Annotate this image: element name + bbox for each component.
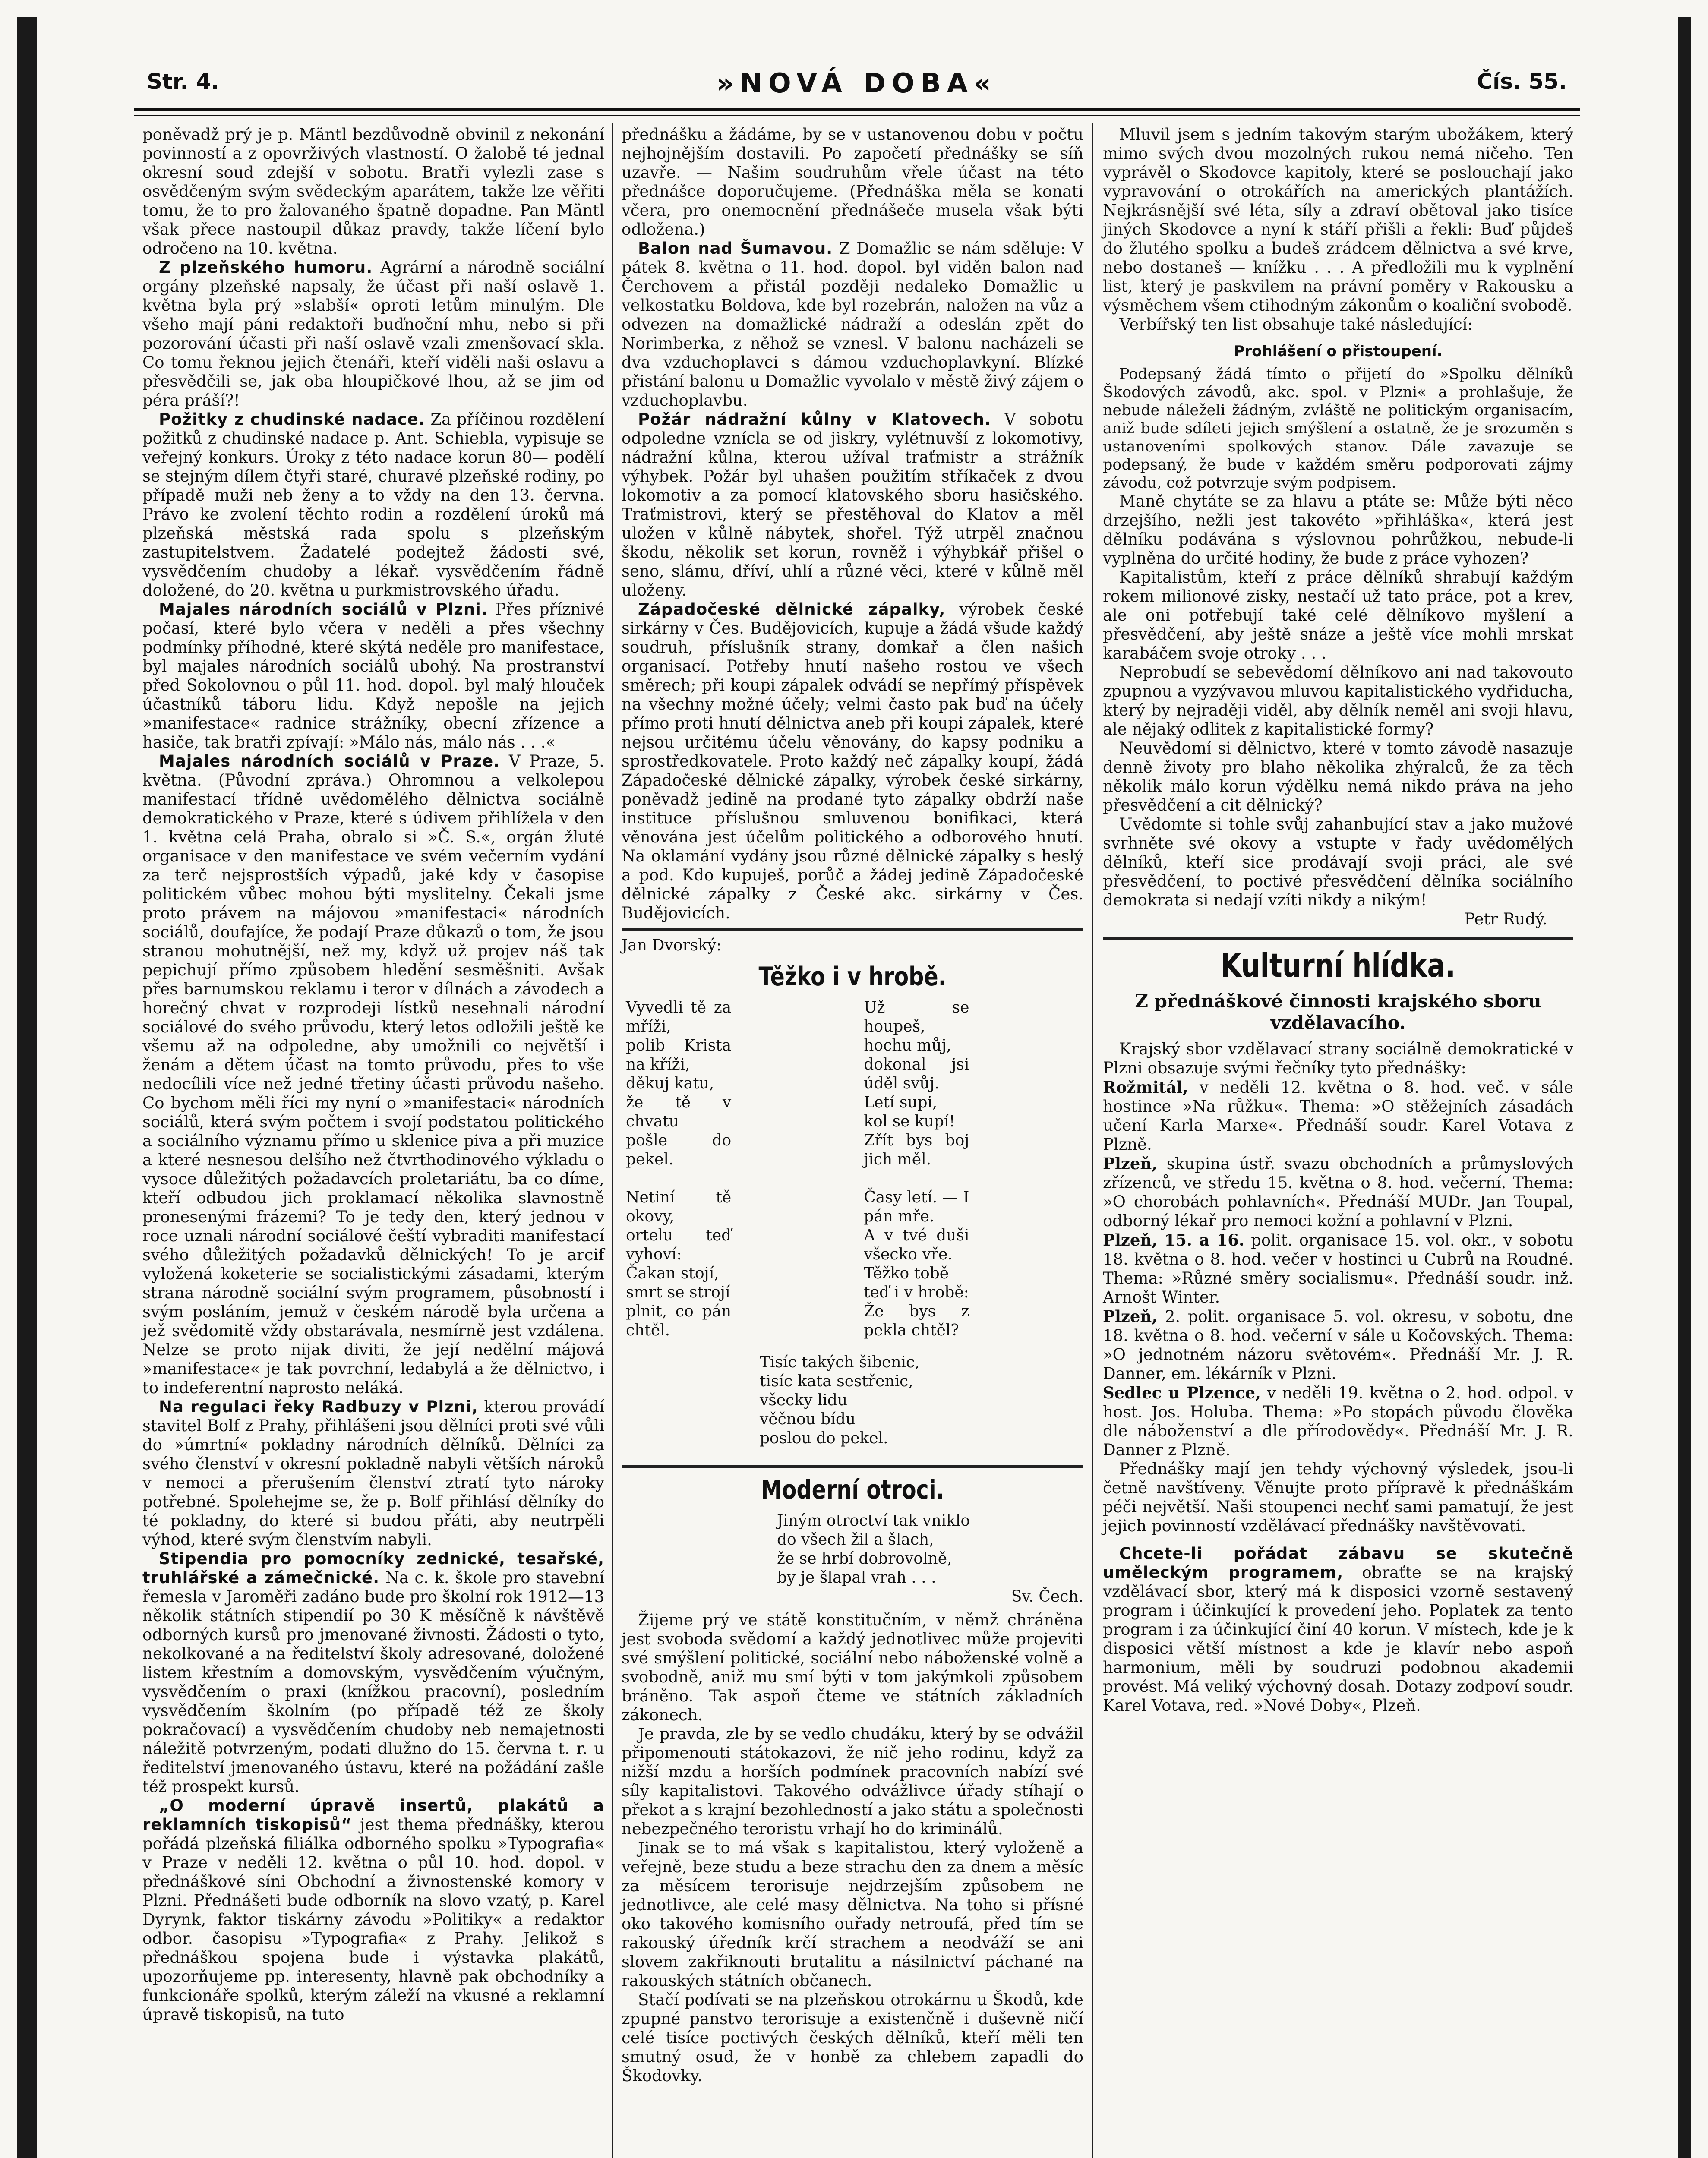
lecture-text: v neděli 12. května o 8. hod. več. v sále hostince »Na růžku«. Thema: »O stěžejních zásadách učení Karla Marxe«. Přednáší soudr. Karel Votava z Plzně. [1103,1078,1573,1154]
article-text: Za příčinou rozdělení požitků z chudinské nadace p. Ant. Schiebla, vypisuje se veřejný konkurs. Úroky z této nadace korun 80— podělí se stejným dílem čtyři staré, churavé plzeňské rodiny, po případě muži neb ženy a to vždy na den 13. června. Právo ke zvolení těchto rodin a rozdělení úroků má plzeňská městská rada spolu s plzeňským zastupitelstvem. Žadatelé podejtež žádosti své, vysvědčením chudoby a lékař. vysvědčením řádně doložené, do 20. května u purkmistrovského úřadu. [142,410,605,599]
poem-line: Zřít bys boj jich měl. [864,1132,969,1168]
poem-line: kol se kupí! [864,1113,955,1130]
poem-line: Tisíc takých šibenic, [760,1353,920,1371]
poem-body [626,998,1083,1340]
epigraph-line: že se hrbí dobrovolně, [777,1550,952,1568]
article-paragraph: Mluvil jsem s jedním takovým starým ubožákem, který mimo svých dvou mozolných rukou nemá ničeho. Ten vyprávěl o Skodovce kapitoly, které se poslouchají jako vypravování o otrokářích na amerických plantážích. Nejkrásnější své léta, síly a zdraví obětoval jako tisíce jiných Skodovce a nyní k stáří přišli a řekli: Buď půjdeš do žlutého spolku a budeš zrádcem dělnictva a své krve, nebo dostaneš — knížku . . . A předložili mu k vyplnění list, který je paskvilem na právní poměry v Rakousku a výsměchem všem ctihodným zákonům o koaliční svobodě. [1103,125,1573,315]
epigraph-line: do všech žil a šlach, [777,1531,934,1549]
lecture-text: 2. polit. organisace 5. vol. okresu, v sobotu, dne 18. května o 8. hod. večerní v sále u Kočovských. Thema: »O jednotném názoru světovém«. Přednáší Mr. J. R. Danner, em. lékárník v Plzni. [1103,1307,1573,1383]
article-majales-praha [142,752,604,1398]
headline: Chcete-li pořádat zábavu se skutečně uměleckým programem, [1103,1544,1573,1582]
article-paragraph: Neprobudí se sebevědomí dělníkovo ani nad takovouto zpupnou a vyzývavou mluvou kapitalistického vydřiducha, který by nejraději viděl, aby dělník neměl ani svoji hlavu, ale nějaký odlitek z kapitalistické formy? [1103,663,1573,738]
lecture-text: v neděli 19. května o 2. hod. odpol. v host. Jos. Holuba. Thema: »Po stopách původu člověka dle náboženství a dle přírodovědy«. Přednáší Mr. J. R. Danner z Plzně. [1103,1384,1573,1459]
article-text: výrobek české sirkárny v Čes. Budějovicích, kupuje a žádá všude každý soudruh, příslušník strany, domkař a člen našich organisací. Potřeby hnutí našeho rostou ve všech směrech; při koupi zápalek odvádí se nepřímý příspěvek na všechny možné účely; velmi často pak buď na účely přímo proti hnutí dělnictva aneb při koupi zápalek, které nejsou určitému účelu věnovány, do kapsy podniku a sprostředkovatele. Proto každý neč zápalky koupí, žádá Západočeské dělnické zápalky, výrobek české sirkárny, poněvadž jedině na prodané tyto zápalky obdrží naše instituce příslušnou smluvenou bonifikaci, která věnována jest účelům politického a odborového hnutí. Na oklamání vydány jsou různé dělnické zápalky s heslý a pod. Kdo kupuješ, porůč a žádej jedině Západočeské dělnické zápalky z České akc. sirkárny v Čes. Budějovicích. [622,600,1083,922]
article-paragraph: Krajský sbor vzdělavací strany sociálně demokratické v Plzni obsazuje svými řečníky tyto přednášky: [1103,1040,1573,1077]
lecture-item [1103,1078,1573,1154]
lecture-item [1103,1154,1573,1230]
article-text: V sobotu odpoledne vznícla se od jiskry, vylétnuvší z lokomotivy, nádražní kůlna, kterou užíval traťmistr a strážník výhybek. Požár byl uhašen použitím stříkaček z dvou lokomotiv a za pomocí klatovského sboru hasičského. Traťmistrovi, který se přestěhoval do Klatov a měl uložen v kůlně nábytek, shořel. Týž utrpěl značnou škodu, několik set korun, rovněž i výhybkář přišel o seno, slámu, dříví, uhlí a různé věci, které v kůlně měl uloženy. [622,410,1084,599]
article-text: obraťte se na krajský vzdělávací sbor, který má k disposici vzorně sestavený program i účinkující k provedení jeho. Poplatek za tento program i za účinkující činí 40 korun. V místech, kde je k disposici větší místnost a kde je klavír nebo aspoň harmonium, měli by soudruzi podobnou akademii provést. Má veliký výchovný dosah. Dotazy zodpoví soudr. Karel Votava, red. »Nové Doby«, Plzeň. [1103,1563,1574,1715]
section-rule [622,928,1083,931]
article-signature: Petr Rudý. [1464,910,1547,928]
article-pozitky [142,410,604,600]
lecture-text: skupina ústř. svazu obchodních a průmyslových zřízenců, ve středu 15. května o 8. hod. večerní. Thema: »O chorobách pohlavních«. Přednáší MUDr. Jan Toupal, odborný lékař pro nemoci kožní a pohlavní v Plzni. [1103,1155,1574,1230]
epigraph-line: Jiným otroctví tak vniklo [777,1512,970,1530]
article-paragraph: Neuvědomí si dělnictvo, které v tomto závodě nasazuje denně životy pro blaho několika zhýralců, že za těch několik málo korun výdělku nemá nikdo práva na jeho přesvědčení a cit dělnický? [1103,739,1573,814]
article-majales-plzen [142,600,604,752]
article-pozar [622,410,1083,600]
page-number: Str. 4. [147,69,219,94]
poem-line: Letí supi, [864,1094,938,1111]
column-divider-1 [612,123,613,2158]
column-divider-2 [1092,123,1093,2158]
article-text: Agrární a národně sociální orgány plzeňské napsaly, že účast při naší oslavě 1. května byla prý »slabší« oproti letům minulým. Dle všeho mají páni redaktoři buďnoční mhu, nebo si při pozorování účasti při naší oslavě vzali zmenšovací skla. Co tomu řeknou jejich čtenáři, kteří viděli naši oslavu a přesvědčili se, jak oba hloupičkové lhou, až se jim od péra práší?! [142,258,604,410]
epigraph [777,1511,1083,1606]
poem-column-right [864,998,1083,1340]
article-balon [622,239,1083,410]
section-rule [622,1465,1083,1468]
lecture-item [1103,1307,1573,1383]
issue-number: Čís. 55. [1477,69,1567,94]
poem-line: Čakan stojí, [626,1265,719,1282]
poem-line: smrt se strojí [626,1284,730,1301]
newspaper-title: »NOVÁ DOBA« [717,67,997,99]
article-stipendia [142,1549,604,1796]
poem-author: Jan Dvorský: [622,937,722,954]
article-text: jest thema přednášky, kterou pořádá plzeňská filiálka odborného spolku »Typografia« v Praze v neděli 12. května o půl 10. hod. dopol. v přednáškové síni Obchodní a živnostenské komory v Plzni. Přednášeti bude odborník na slovo vzatý, p. Karel Dyrynk, faktor tiskárny závodu »Politiky« a redaktor odbor. časopisu »Typografia« z Prahy. Jelikož s přednáškou spojena bude i výstavka plakátů, upozorňujeme pp. interesenty, hlavně pak obchodníky a funkcionáře spolků, kterým záleží na vkusné a reklamní úpravě tiskopisů, na tuto [142,1815,604,2024]
lecture-place: Rožmitál, [1103,1078,1188,1097]
poem-line: Časy letí. — I pán mře. [864,1189,969,1225]
article-text: Na c. k. škole pro stavební řemesla v Jaroměři zadáno bude pro školní rok 1912—13 několik státních stipendií po 30 K měsíčně k návštěvě odborných kursů pro jmenované živnosti. Žádosti o tyto, nekolkované a na ředitelství školy adresované, doložené listem křestním a domovským, vysvědčením výučným, vysvědčením o praxi (knížkou pracovní), posledním vysvědčením školním (po případě též ze školy pokračovací) a vysvědčením chudoby neb nemajetnosti náležitě potvrzeným, podati dlužno do 15. června t. r. u ředitelství jmenovaného ústavu, které na požádání zašle též prospekt kursů. [142,1568,605,1796]
poem-line: Netiní tě okovy, [626,1189,732,1225]
poem-line: pošle do pekel. [626,1132,732,1168]
column-3 [1103,125,1573,1715]
article-paragraph: Stačí podívati se na plzeňskou otrokárnu u Škodů, kde zpupné panstvo terorisuje a existenčně i duševně ničí celé tisíce poctivých českých dělníků, kteří měli ten smutný osud, že v honbě za chlebem zapadli do Škodovky. [622,1991,1083,2085]
headline: Z plzeňského humoru. [159,258,373,277]
article-paragraph: Kapitalistům, kteří z práce dělníků shrabují každým rokem milionové zisky, nestačí už tato práce, pot a krev, ale oni potřebují také celé dělníkovo myšlení a přesvědčení, aby ještě snáze a ještě více mohli mrskat karabáčem svoje otroky . . . [1103,568,1573,663]
headline: Na regulaci řeky Radbuzy v Plzni, [159,1398,478,1416]
headline: Požár nádražní kůlny v Klatovech. [638,410,991,429]
article-continued: přednášku a žádáme, by se v ustanovenou dobu v počtu nejhojnějším dostavili. Po započetí přednášky se síň uzavře. — Našim soudruhům vřele účast na této přednášce doporučujeme. (Přednáška měla se konati včera, pro onemocnění přednášeče musela však býti odložena.) [622,125,1083,239]
column-1 [142,125,604,2024]
poem-line: tisíc kata sestřenic, [760,1372,913,1390]
poem-line: polib Krista na kříži, [626,1037,732,1073]
article-paragraph: Je pravda, zle by se vedlo chudáku, který by se odvážil připomenouti státokazovi, že nič jeho rodinu, když za nižší mzdu a horších podmínek pracovních nabízí své síly kapitalistovi. Takového odvážlivce úřady stíhají o překot a s krajní bezohledností a jako státu a společnosti nebezpečného teroristu vrhají ho do kriminálů. [622,1725,1083,1838]
column-2 [622,125,1083,2085]
poem-line: věčnou bídu [760,1410,856,1428]
declaration-text: Podepsaný žádá tímto o přijetí do »Spolku dělníků Škodových závodů, akc. spol. v Plzni« a prohlašuje, že nebude náleželi žádným, zvláště ne politickým organisacím, aniž bude sdíleti jejich smýšlení a ostatně, že je srozuměn s ustanoveními spolkových stanov. Dále zavazuje se podepsaný, že bude v každém směru podporovati zájmy závodu, což potvrzuje svým podpisem. [1103,366,1573,492]
headline: Majales národních sociálů v Plzni. [159,600,488,618]
header-rule [134,108,1580,111]
article-paragraph: Maně chytáte se za hlavu a ptáte se: Může býti něco drzejšího, nežli jest takovéto »přihláška«, která jest dělníku podávána s výslovnou pohrůžkou, nebude-li vyplněna do určité hodiny, že bude z práce vyhozen? [1103,492,1573,568]
poem-line: Že bys z pekla chtěl? [864,1303,969,1339]
poem-column-left [626,998,846,1340]
article-text: kterou provádí stavitel Bolf z Prahy, přihlášeni jsou dělníci proti své vůli do »úmrtní« pokladny národních dělníků. Dělníci za svého členství v okresní pokladně nabyli větších nároků v nemoci a přerušením členství ztratí tyto nároky potřebné. Spolehejme se, že p. Bolf přihlásí dělníky do té pokladny, do které si budou přáti, aby neutrpěli výhod, které svým členstvím nabyli. [142,1398,605,1549]
article-humor [142,258,604,410]
poem-line: poslou do pekel. [760,1429,888,1447]
page-header [147,65,1567,104]
poem-line: plnit, co pán chtěl. [626,1303,732,1339]
article-paragraph: Jinak se to má však s kapitalistou, který vyloženě a veřejně, beze studu a beze strachu den za dnem a měsíc za měsícem terorisuje nejdrzejším způsobem ne jednotlivce, ale celé masy dělnictva. Na toho si přísné oko takového komisního ouřady netroufá, před tím se rakouský úředník krčí strachem a neodváží se ani slovem zakřiknouti brutalitu a násilnictví páchané na rakouských státních občanech. [622,1839,1083,1990]
headline: Majales národních sociálů v Praze. [159,752,500,770]
article-show [1103,1544,1573,1715]
article-intro: poněvadž prý je p. Mäntl bezdůvodně obvinil z nekonání povinností a z opovrživých vlastností. O žalobě té jednal okresní soud zdejší v sobotu. Bratři vylezli zase s osvědčeným svým svědeckým aparátem, takže lze věřiti tomu, že to pro žalovaného špatně dopadne. Pan Mäntl však přece nastoupil důkaz pravdy, takže líčení bylo odročeno na 10. května. [142,125,604,258]
lecture-text: polit. organisace 15. vol. okr., v sobotu 18. května o 8. hod. večer v hostinci u Cubrů na Roudné. Thema: »Různé směry socialismu«. Přednáší soudr. inž. Arnošt Winter. [1103,1231,1573,1306]
poem-line: Vyvedli tě za mříži, [626,999,732,1035]
article-regulace [142,1398,604,1549]
poem-line: ortelu teď vyhoví: [626,1227,732,1263]
article-text: Přes příznivé počasí, které bylo včera v neděli a přes všechny podmínky příhodné, které skýtá neděle pro manifestace, byl majales národních sociálů ubohý. Na prostranství před Sokolovnou o půl 11. hod. dopol. byl malý hlouček účastníků táboru lidu. Když nepošle na jejich »manifestace« radnice strážníky, obecní zřízence a hasiče, tak bratři zpívají: »Málo nás, málo nás . . .« [142,600,605,751]
headline: Západočeské dělnické zápalky, [638,600,946,618]
poem-line: Těžko tobě [864,1265,949,1282]
poem-line: Už se houpeš, hochu můj, [864,999,969,1054]
article-title-otroci: Moderní otroci. [761,1475,944,1505]
article-paragraph: Verbířský ten list obsahuje také následující: [1119,315,1473,334]
article-paragraph: Žijeme prý ve státě konstitučním, v němž chráněna jest svoboda svědomí a každý jednotlivec může projeviti své smýšlení politické, sociální nebo náboženské volně a svobodně, aniž mu smí býti v tom jakýmkoli způsobem bráněno. Tak aspoň čteme ve státních základních zákonech. [622,1611,1083,1724]
poem-line: dokonal jsi úděl svůj. [864,1056,969,1092]
stanza-break [626,1169,731,1188]
scan-edge-right [1678,17,1691,2158]
headline: Požitky z chudinské nadace. [159,410,425,429]
poem-line: teď i v hrobě: [864,1284,969,1301]
poem-line: všecky lidu [760,1391,848,1409]
lecture-place: Sedlec u Plzence, [1103,1383,1261,1402]
section-rule [1103,937,1573,940]
article-inserty [142,1796,604,2024]
section-subtitle: Z přednáškové činnosti krajského sboru vzdělavacího. [1135,991,1541,1033]
poem-final-stanza [760,1353,1083,1448]
headline: „O moderní úpravě insertů, plakátů a reklamních tiskopisů“ [142,1796,604,1834]
epigraph-line: by je šlapal vrah . . . [777,1569,936,1587]
lecture-place: Plzeň, [1103,1307,1158,1326]
article-text: V Praze, 5. května. (Původní zpráva.) Ohromnou a velkolepou manifestací třídně uvědomělého dělnictva sociálně demokratického v Praze, které s údivem přihlížela v den 1. května celá Praha, obralo si »Č. S.«, orgán žluté organisace v den manifestace ve svém večerním vydání za terč nejsprostších výpadů, jaké kdy v časopise politickém vůbec mohou býti myslitelny. Čekali jsme proto právem na májovou »manifestaci« národních sociálů, doufajíce, že podají Praze důkazů o tom, že jsou stranou mohutnější, než my, když už projev náš tak pepichují přímo způsobem hledění sesměšniti. Avšak přes barnumskou reklamu i teror v dílnách a závodech a horečný chvat v rozprodeji lístků nesehnali národní sociálové do svého průvodu, který letos odložili ještě ke všemu až na odpoledne, aby umožnili co největší i ženám a dětem účast na tomto průvodu, přes to vše nedocílili více než jedné třetiny účasti průvodu našeho. Co bychom měli říci my nyní o »manifestaci« národních sociálů, která svým počtem i svojí podstatou politického a sociálního významu přímo u sklenice piva a při muzice a které nesnesou delšího než čtvrthodinového výkladu o vysoce důležitých požadavcích proletariátu, ba co díme, kteří odbudou jich proklamací několika slavnostně pronesenými frázemi? To je tedy den, který jednou v roce uznali národní sociálové čeští vybraditi manifestací svého důležitých požadavků dělnických! To je arcif vyložená koketerie se socialistickými zásadami, kterým strana národně sociální svým programem, působností i svým posláním, jemuž v českém národě byla určena a jež svědomitě vždy obstarávala, nesmírně jest vzdálena. Nelze se proto nijak diviti, že její nedělní májová »manifestace« je tak povrchní, ledabylá a že dělnictvo, i to indeferentní naprosto neláká. [142,752,604,1397]
poem-line: A v tvé duši všecko vře. [864,1227,969,1263]
poem-line: děkuj katu, [626,1075,714,1092]
section-title: Kulturní hlídka. [1220,946,1456,984]
article-paragraph: Přednášky mají jen tehdy výchovný výsledek, jsou-li četně navštíveny. Věnujte proto přípravě k přednáškám péči největší. Naši stoupenci nechť sami pamatují, že jest jejich povinností vzdělávací přednášky navštěvovati. [1103,1460,1573,1535]
lecture-item [1103,1383,1573,1460]
article-paragraph: Uvědomte si tohle svůj zahanbující stav a jako mužové svrhněte své okovy a vstupte v řady uvědomělých dělníků, kteří sice prodávají svoji práci, ale své přesvědčení, to poctivé přesvědčení dělníka sociálního demokrata si nedají vzíti nikdy a nikým! [1103,815,1573,909]
lecture-place: Plzeň, [1103,1154,1158,1173]
article-text: Z Domažlic se nám sděluje: V pátek 8. května o 11. hod. dopol. byl viděn balon nad Čerchovem a přistál později nedaleko Domažlic u velkostatku Boldova, kde byl rozebrán, naložen na vůz a odvezen na domažlické nádraží a odeslán zpět do Norimberka, z něhož se vznesl. V balonu nacházeli se dva vzduchoplavci s dámou vzduchoplavkyní. Blízké přistání balonu u Domažlic vyvolalo v městě živý zájem o vzduchoplavbu. [622,239,1083,410]
header-rule-thin [134,115,1580,116]
declaration-title: Prohlášení o přistoupení. [1234,343,1443,360]
article-zapalky [622,600,1083,923]
headline: Balon nad Šumavou. [638,239,833,258]
stanza-break [864,1169,969,1188]
lecture-item [1103,1230,1573,1307]
lecture-place: Plzeň, 15. a 16. [1103,1230,1244,1249]
epigraph-author: Sv. Čech. [1011,1588,1083,1606]
headline: Stipendia pro pomocníky zednické, tesařské, truhlářské a zámečnické. [142,1549,604,1587]
scan-edge-left [17,17,37,2158]
poem-line: že tě v chvatu [626,1094,732,1130]
poem-title: Těžko i v hrobě. [758,962,947,992]
